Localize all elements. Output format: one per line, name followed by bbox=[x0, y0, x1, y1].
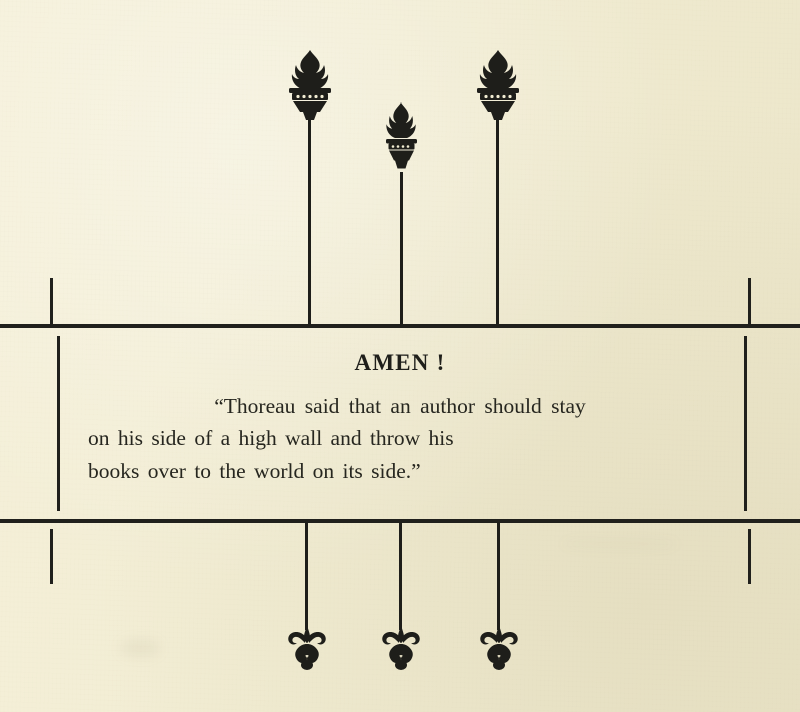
paper-smudge bbox=[120, 640, 160, 656]
leaf-stem-left bbox=[305, 522, 308, 630]
leaf-stem-center bbox=[399, 522, 402, 630]
torch-stem-center bbox=[400, 172, 403, 326]
top-rule bbox=[0, 324, 800, 328]
right-vertical-rule-lower bbox=[748, 529, 751, 584]
torch-finial-right-icon bbox=[469, 48, 527, 126]
right-vertical-rule-upper bbox=[748, 278, 751, 328]
leaf-finial-right-icon bbox=[473, 624, 525, 672]
torch-finial-left-icon bbox=[281, 48, 339, 126]
quote-line-3: books over to the world on its side.” bbox=[88, 458, 421, 483]
leaf-stem-right bbox=[497, 522, 500, 630]
inner-right-rule bbox=[744, 336, 747, 511]
quote-line-2: on his side of a high wall and throw his bbox=[88, 426, 454, 451]
leaf-finial-center-icon bbox=[375, 624, 427, 672]
quote-block bbox=[80, 350, 720, 487]
torch-stem-right bbox=[496, 118, 499, 326]
torch-stem-left bbox=[308, 118, 311, 326]
quotation bbox=[80, 390, 720, 487]
torch-finial-center-icon bbox=[379, 100, 424, 180]
paper-scratch bbox=[560, 540, 680, 548]
leaf-finial-left-icon bbox=[281, 624, 333, 672]
left-vertical-rule-lower bbox=[50, 529, 53, 584]
page-title: AMEN ! bbox=[354, 350, 446, 375]
quote-line-1: “Thoreau said that an author should stay bbox=[214, 394, 586, 418]
left-vertical-rule-upper bbox=[50, 278, 53, 328]
inner-left-rule bbox=[57, 336, 60, 511]
